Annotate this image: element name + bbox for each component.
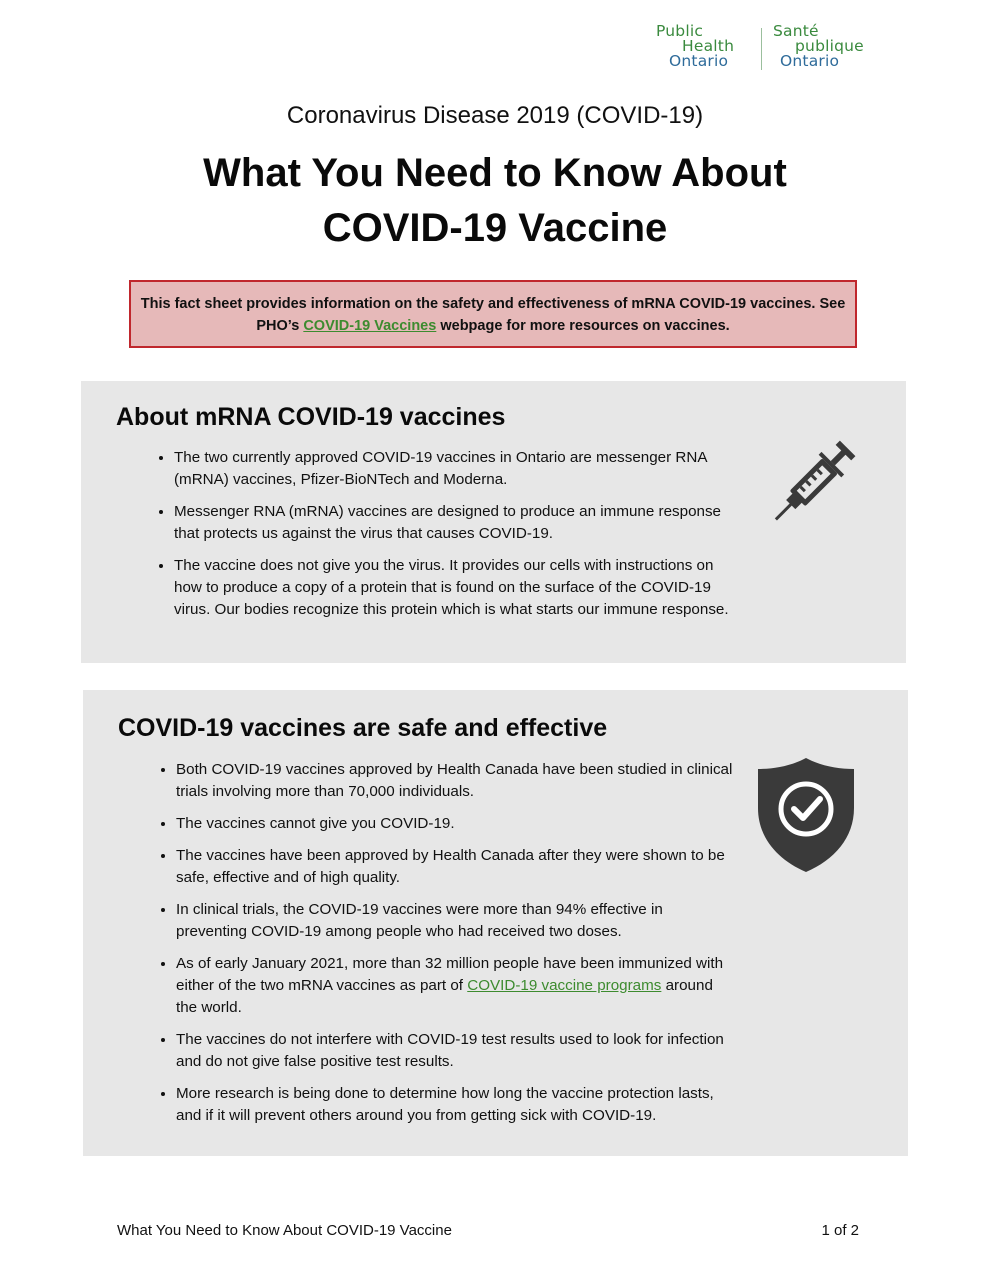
list-item: • The vaccines do not interfere with COVID-19 test results used to look for infection and do not give false positive test results.	[176, 1029, 736, 1073]
syringe-icon	[756, 427, 871, 539]
list-item: • The vaccine does not give you the virus. It provides our cells with instructions on how to produce a copy of a protein that is found on the surface of the COVID-19 virus. Our bodies recognize this protein which is what starts our immune response.	[174, 555, 734, 621]
logo-french	[773, 24, 864, 69]
shield-check-icon	[756, 756, 856, 874]
notice-text-after: webpage for more resources on vaccines.	[436, 318, 730, 334]
section1-bullets	[141, 447, 734, 631]
list-item: • More research is being done to determine how long the vaccine protection lasts, and if it will prevent others around you from getting sick with COVID-19.	[176, 1083, 736, 1127]
section1-heading: About mRNA COVID-19 vaccines	[116, 403, 506, 431]
notice-text-before: This fact sheet provides information on the safety and effectiveness of mRNA COVID-19 vaccines. See PHO’s	[140, 296, 846, 334]
list-item: • Messenger RNA (mRNA) vaccines are designed to produce an immune response that protects us against the virus that causes COVID-19.	[174, 501, 734, 545]
logo-fr-line3: Ontario	[780, 52, 840, 70]
list-item: • Both COVID-19 vaccines approved by Health Canada have been studied in clinical trials involving more than 70,000 individuals.	[176, 759, 736, 803]
bullet5-text-after: around the world.	[176, 977, 713, 1016]
list-item: • The two currently approved COVID-19 vaccines in Ontario are messenger RNA (mRNA) vaccines, Pfizer-BioNTech and Moderna.	[174, 447, 734, 491]
notice-box	[129, 280, 857, 348]
logo-english	[656, 24, 734, 69]
section2-heading: COVID-19 vaccines are safe and effective	[118, 714, 608, 742]
vaccine-programs-link[interactable]: COVID-19 vaccine programs	[467, 977, 662, 994]
logo-divider	[761, 28, 762, 70]
logo-fr-line2: publique	[795, 37, 864, 55]
list-item	[176, 953, 736, 1019]
logo-en-line2: Health	[682, 37, 735, 55]
page-subtitle: Coronavirus Disease 2019 (COVID-19)	[286, 102, 704, 129]
covid-vaccines-link[interactable]: COVID-19 Vaccines	[303, 318, 437, 334]
logo-en-line3: Ontario	[669, 52, 729, 70]
section-safe-effective	[83, 690, 908, 1156]
logo-en-line1: Public	[656, 22, 704, 40]
section2-bullets	[143, 759, 736, 1137]
bullet5-text-before: As of early January 2021, more than 32 million people have been immunized with either of the two mRNA vaccines as part of	[176, 955, 724, 994]
pho-logo	[652, 24, 872, 74]
list-item: • The vaccines cannot give you COVID-19.	[176, 813, 736, 835]
title-line2: COVID-19 Vaccine	[322, 206, 668, 250]
page-title	[0, 146, 990, 256]
list-item: • In clinical trials, the COVID-19 vaccines were more than 94% effective in preventing COVID-19 among people who had received two doses.	[176, 899, 736, 943]
title-line1: What You Need to Know About	[203, 151, 787, 195]
list-item: • The vaccines have been approved by Health Canada after they were shown to be safe, effective and of high quality.	[176, 845, 736, 889]
page-number: 1 of 2	[821, 1222, 859, 1239]
section-about-mrna	[81, 381, 906, 663]
footer-title: What You Need to Know About COVID-19 Vaccine	[117, 1222, 452, 1239]
logo-fr-line1: Santé	[773, 22, 819, 40]
